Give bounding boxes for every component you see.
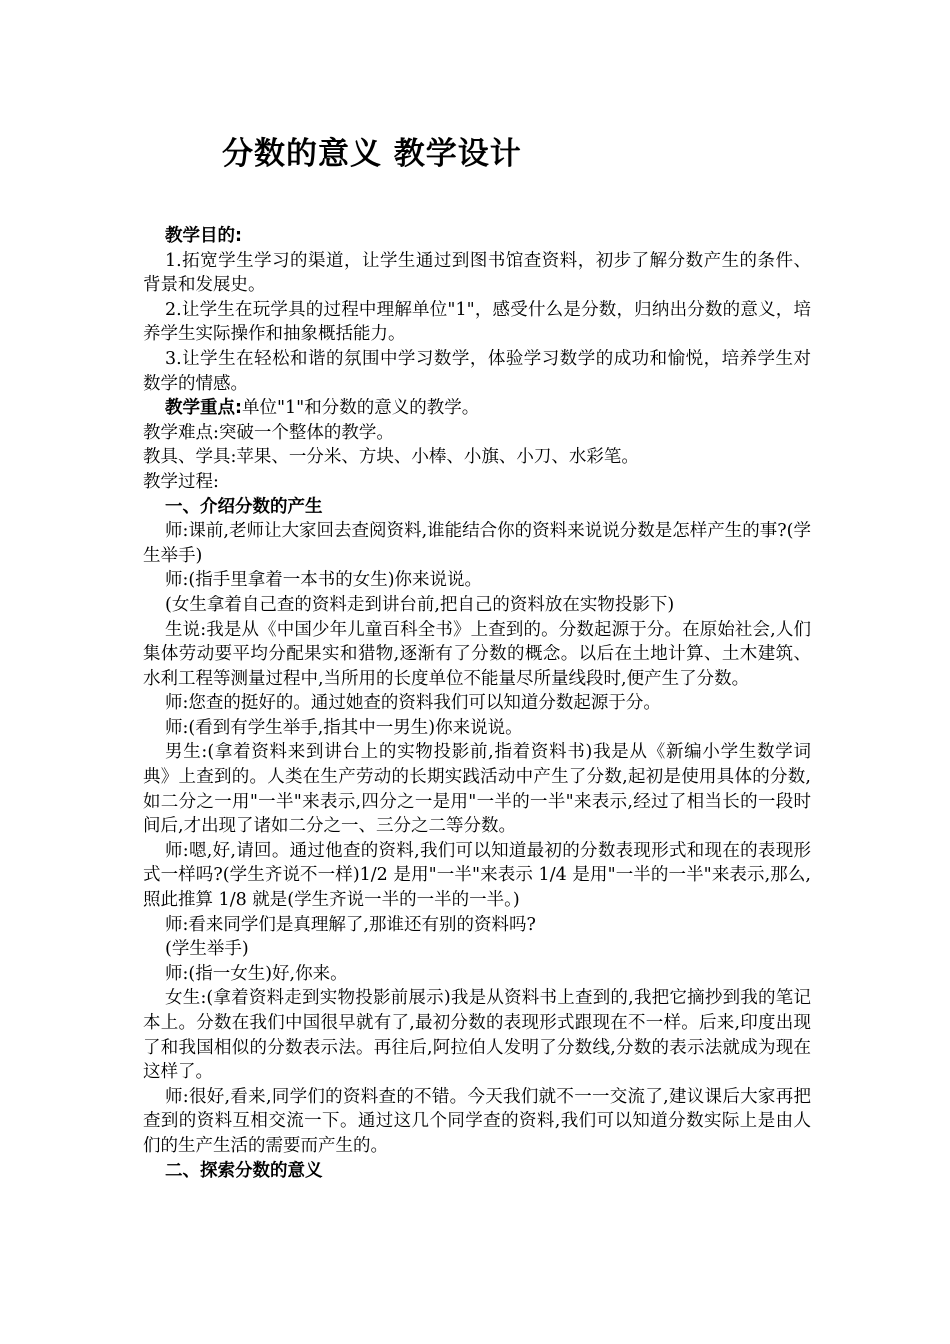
dialogue-paragraph: 师:(看到有学生举手,指其中一男生)你来说说。 — [165, 717, 523, 738]
objectives-heading: 教学目的: — [165, 226, 242, 246]
key-point-label: 教学重点: — [165, 398, 242, 419]
objective-item: 1.拓宽学生学习的渠道，让学生通过到图书馆查资料，初步了解分数产生的条件、背景和发展史。 — [143, 250, 811, 296]
document-body — [143, 224, 811, 1183]
key-point-line — [143, 396, 811, 421]
dialogue-paragraph: 师:(指一女生)好,你来。 — [165, 963, 348, 984]
objective-item: 3.让学生在轻松和谐的氛围中学习数学，体验学习数学的成功和愉悦，培养学生对数学的情感。 — [143, 348, 811, 394]
dialogue-paragraph: 师:您查的挺好的。通过她查的资料我们可以知道分数起源于分。 — [165, 693, 661, 714]
dialogue-paragraph: 生说:我是从《中国少年儿童百科全书》上查到的。分数起源于分。在原始社会,人们集体劳动要平均分配果实和猎物,逐渐有了分数的概念。以后在土地计算、土木建筑、水利工程等测量过程中,当所用的长度单位不能量尽所量线段时,便产生了分数。 — [143, 619, 811, 689]
objective-item: 2.让学生在玩学具的过程中理解单位"1"，感受什么是分数，归纳出分数的意义，培养学生实际操作和抽象概括能力。 — [143, 299, 811, 345]
materials-line: 教具、学具:苹果、一分米、方块、小棒、小旗、小刀、水彩笔。 — [143, 447, 639, 468]
dialogue-paragraph: 师:看来同学们是真理解了,那谁还有别的资料吗? — [165, 914, 536, 935]
dialogue-paragraph: 师:很好,看来,同学们的资料查的不错。今天我们就不一一交流了,建议课后大家再把查到的资料互相交流一下。通过这几个同学查的资料,我们可以知道分数实际上是由人们的生产生活的需要而产生的。 — [143, 1086, 811, 1156]
dialogue-paragraph: (学生举手) — [165, 939, 249, 960]
section-heading: 二、探索分数的意义 — [165, 1160, 323, 1181]
dialogue-paragraph: 男生:(拿着资料来到讲台上的实物投影前,指着资料书)我是从《新编小学生数学词典》上查到的。人类在生产劳动的长期实践活动中产生了分数,起初是使用具体的分数,如二分之一用"一半"来表示,四分之一是用"一半的一半"来表示,经过了相当长的一段时间后,才出现了诸如二分之一、三分之二等分数。 — [143, 742, 811, 837]
dialogue-paragraph: 女生:(拿着资料走到实物投影前展示)我是从资料书上查到的,我把它摘抄到我的笔记本上。分数在我们中国很早就有了,最初分数的表现形式跟现在不一样。后来,印度出现了和我国相似的分数表示法。再往后,阿拉伯人发明了分数线,分数的表示法就成为现在这样了。 — [143, 988, 811, 1083]
dialogue-paragraph: (女生拿着自己查的资料走到讲台前,把自己的资料放在实物投影下) — [165, 594, 675, 615]
dialogue-paragraph: 师:嗯,好,请回。通过他查的资料,我们可以知道最初的分数表现形式和现在的表现形式一样吗?(学生齐说不一样)1/2 是用"一半"来表示 1/4 是用"一半的一半"来表示,那么,照此推算 1/8 就是(学生齐说一半的一半的一半。) — [143, 840, 811, 911]
dialogue-paragraph: 师:(指手里拿着一本书的女生)你来说说。 — [165, 570, 483, 591]
key-point-text: 单位"1"和分数的意义的教学。 — [242, 398, 480, 419]
process-heading: 教学过程: — [143, 471, 219, 492]
difficulty-line: 教学难点:突破一个整体的教学。 — [143, 422, 394, 443]
dialogue-paragraph: 师:课前,老师让大家回去查阅资料,谁能结合你的资料来说说分数是怎样产生的事?(学生举手) — [143, 521, 811, 566]
section-heading: 一、介绍分数的产生 — [165, 496, 323, 517]
page-title: 分数的意义 教学设计 — [222, 136, 522, 172]
